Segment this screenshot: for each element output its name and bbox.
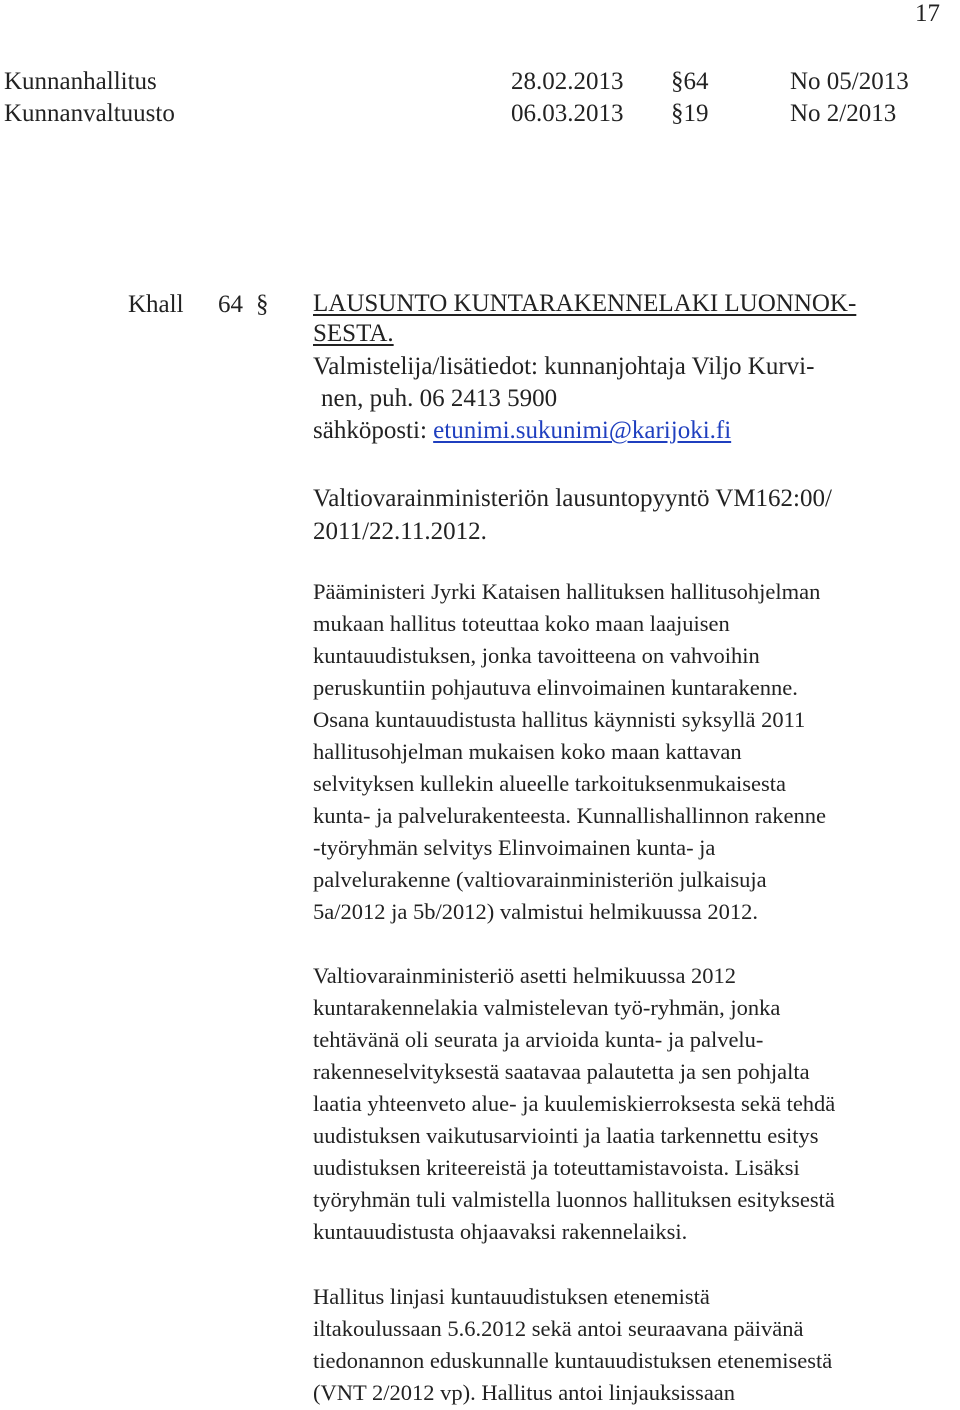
paragraph-line: kuntarakennelakia valmistelevan työ-ryhmän, jonka bbox=[313, 995, 781, 1020]
paragraph-line: 5a/2012 ja 5b/2012) valmistui helmikuussa 2012. bbox=[313, 899, 758, 924]
title-line: SESTA. bbox=[313, 320, 394, 347]
paragraph-line: -työryhmän selvitys Elinvoimainen kunta- ja bbox=[313, 835, 716, 860]
meeting-date: 28.02.2013 bbox=[511, 68, 624, 95]
paragraph-line: hallitusohjelman mukaisen koko maan kattavan bbox=[313, 739, 742, 764]
paragraph-line: palvelurakenne (valtiovarainministeriön julkaisuja bbox=[313, 867, 767, 892]
preparer-line: Valmistelija/lisätiedot: kunnanjohtaja Viljo Kurvi- bbox=[313, 353, 815, 380]
meeting-section: §64 bbox=[671, 68, 709, 95]
paragraph-line: Hallitus linjasi kuntauudistuksen etenemistä bbox=[313, 1284, 710, 1309]
paragraph-line: uudistuksen kriteereistä ja toteuttamistavoista. Lisäksi bbox=[313, 1155, 800, 1180]
body-paragraph bbox=[313, 576, 826, 928]
paragraph-line: mukaan hallitus toteuttaa koko maan laajuisen bbox=[313, 611, 730, 636]
paragraph-line: tiedonannon eduskunnalle kuntauudistuksen etenemisestä bbox=[313, 1348, 833, 1373]
body-paragraph bbox=[313, 1281, 832, 1409]
paragraph-line: iltakoulussaan 5.6.2012 sekä antoi seuraavana päivänä bbox=[313, 1316, 804, 1341]
paragraph-line: uudistuksen vaikutusarviointi ja laatia tarkennettu esitys bbox=[313, 1123, 819, 1148]
paragraph-line: peruskuntiin pohjautuva elinvoimainen kuntarakenne. bbox=[313, 675, 798, 700]
paragraph-line: (VNT 2/2012 vp). Hallitus antoi linjauksissaan bbox=[313, 1380, 736, 1405]
body-paragraph bbox=[313, 960, 835, 1248]
meeting-body: Kunnanhallitus bbox=[4, 68, 157, 95]
item-label: Khall bbox=[128, 291, 184, 318]
paragraph-line: Valtiovarainministeriö asetti helmikuussa 2012 bbox=[313, 963, 737, 988]
paragraph-line: Pääministeri Jyrki Kataisen hallituksen hallitusohjelman bbox=[313, 579, 821, 604]
email-link[interactable]: etunimi.sukunimi@karijoki.fi bbox=[433, 417, 732, 444]
item-number: 64 bbox=[218, 291, 243, 318]
section-sign: § bbox=[256, 291, 269, 318]
paragraph-line: kunta- ja palvelurakenteesta. Kunnallishallinnon rakenne bbox=[313, 803, 826, 828]
meeting-section: §19 bbox=[671, 100, 709, 127]
preparer-line: nen, puh. 06 2413 5900 bbox=[321, 385, 558, 412]
reference-line: 2011/22.11.2012. bbox=[313, 518, 487, 545]
paragraph-line: kuntauudistusta ohjaavaksi rakennelaiksi. bbox=[313, 1219, 688, 1244]
meeting-body: Kunnanvaltuusto bbox=[4, 100, 175, 127]
item-title bbox=[313, 289, 856, 349]
reference-line: Valtiovarainministeriön lausuntopyyntö VM162:00/ bbox=[313, 485, 832, 512]
meeting-number: No 2/2013 bbox=[790, 100, 897, 127]
page-number: 17 bbox=[915, 0, 940, 27]
paragraph-line: työryhmän tuli valmistella luonnos hallituksen esityksestä bbox=[313, 1187, 835, 1212]
preparer-info bbox=[313, 351, 814, 447]
paragraph-line: laatia yhteenveto alue- ja kuulemiskierroksesta sekä tehdä bbox=[313, 1091, 836, 1116]
reference bbox=[313, 482, 832, 548]
paragraph-line: rakenneselvityksestä saatavaa palautetta ja sen pohjalta bbox=[313, 1059, 810, 1084]
email-label: sähköposti: bbox=[313, 417, 427, 444]
meeting-date: 06.03.2013 bbox=[511, 100, 624, 127]
paragraph-line: Osana kuntauudistusta hallitus käynnisti syksyllä 2011 bbox=[313, 707, 806, 732]
paragraph-line: tehtävänä oli seurata ja arvioida kunta- ja palvelu- bbox=[313, 1027, 764, 1052]
meeting-number: No 05/2013 bbox=[790, 68, 909, 95]
email-line bbox=[313, 415, 814, 447]
paragraph-line: kuntauudistuksen, jonka tavoitteena on vahvoihin bbox=[313, 643, 760, 668]
title-line: LAUSUNTO KUNTARAKENNELAKI LUONNOK- bbox=[313, 290, 857, 317]
paragraph-line: selvityksen kullekin alueelle tarkoituksenmukaisesta bbox=[313, 771, 787, 796]
